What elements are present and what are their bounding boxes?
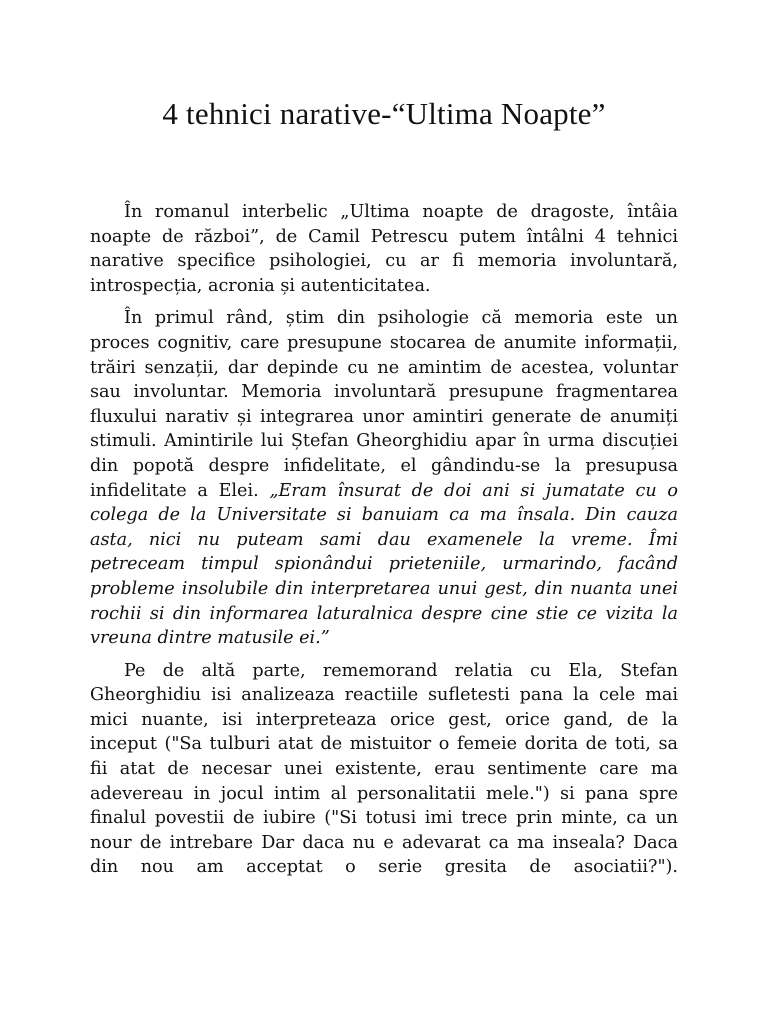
document-page xyxy=(90,0,678,1024)
paragraph-introduction: În romanul interbelic „Ultima noapte de dragoste, întâia noapte de război”, de Camil Petrescu putem întâlni 4 tehnici narative specifice psihologiei, cu ar fi memoria involuntară, introspecția, acronia și autenticitatea. xyxy=(90,202,678,296)
paragraph-text: În primul rând, știm din psihologie că memoria este un proces cognitiv, care presupune stocarea de anumite informații, trăiri senzații, dar depinde cu ne amintim de acestea, voluntar sau involuntar. Memoria involuntară presupune fragmentarea fluxului narativ și integrarea unor amintiri generate de anumiți stimuli. Amintirile lui Ștefan Gheorghidiu apar în urma discuției din popotă despre infidelitate, el gândindu-se la presupusa infidelitate a Elei. xyxy=(90,308,678,501)
document-title: 4 tehnici narative-“Ultima Noapte” xyxy=(162,96,606,131)
paragraph-involuntary-memory xyxy=(90,306,678,650)
document-body xyxy=(90,200,678,888)
quote-text: „Eram însurat de doi ani si jumatate cu o colega de la Universitate si banuiam ca ma însala. Din cauza asta, nici nu puteam sami dau examenele la vreme. Îmi petreceam timpul spionândui prieteniile, urmarindo, facând probleme insolubile din interpretarea unui gest, din nuanta unei rochii si din informarea laturalnica despre cine stie ce vizita la vreuna dintre matusile ei.” xyxy=(90,480,678,649)
paragraph-introspection: Pe de altă parte, rememorand relatia cu Ela, Stefan Gheorghidiu isi analizeaza reactiile sufletesti pana la cele mai mici nuante, isi interpreteaza orice gest, orice gand, de la inceput ("Sa tulburi atat de mistuitor o femeie dorita de toti, sa fii atat de necesar unei existente, erau sentimente care ma adevereau in jocul intim al personalitatii mele.") si pana spre finalul povestii de iubire ("Si totusi imi trece prin minte, ca un nour de intrebare Dar daca nu e adevarat ca ma inseala? Daca din nou am acceptat o serie gresita de asociatii?"). xyxy=(90,660,678,878)
